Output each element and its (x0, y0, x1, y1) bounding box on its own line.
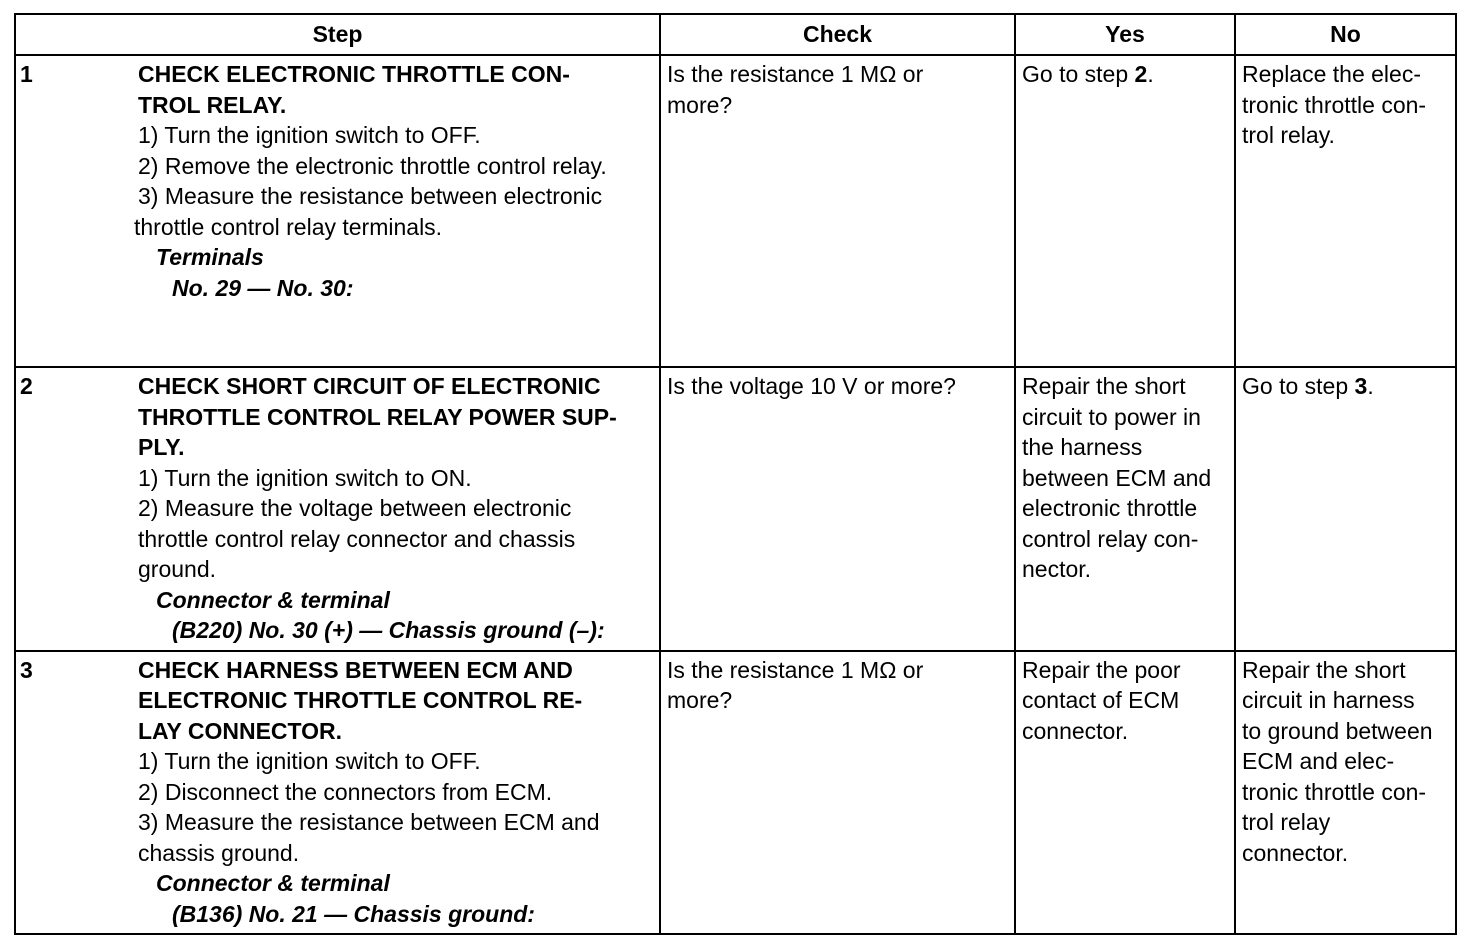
step-title-line: TROL RELAY. (138, 91, 287, 118)
no-cell (1235, 367, 1456, 651)
step-cell (15, 651, 660, 935)
step-title-line: PLY. (138, 434, 185, 460)
step-instruction: 3) Measure the resistance between electronic (138, 183, 603, 209)
step-title-line: THROTTLE CONTROL RELAY POWER SUP- (138, 403, 617, 430)
check-line: Is the voltage 10 V or more? (667, 373, 956, 399)
no-cell (1235, 651, 1456, 935)
no-line: Repair the short (1242, 656, 1406, 683)
step-instruction: throttle control relay connector and chassis (138, 525, 576, 552)
check-line: more? (667, 91, 733, 118)
yes-cell (1015, 651, 1235, 935)
step-instruction: 1) Turn the ignition switch to OFF. (138, 748, 481, 774)
header-yes: Yes (1015, 14, 1235, 55)
measurement-detail: No. 29 — No. 30: (172, 274, 354, 301)
header-step: Step (15, 14, 660, 55)
no-line: ECM and elec- (1242, 748, 1395, 774)
check-line: Is the resistance 1 MΩ or (667, 656, 924, 683)
step-number: 3 (20, 656, 33, 683)
table-row (15, 367, 1456, 651)
diagnostic-table-container (14, 13, 1455, 935)
no-text: Go to step (1242, 373, 1355, 399)
header-check: Check (660, 14, 1015, 55)
step-instruction: 2) Disconnect the connectors from ECM. (138, 778, 553, 805)
diagnostic-table (14, 13, 1457, 935)
step-title-line: CHECK SHORT CIRCUIT OF ELECTRONIC (138, 373, 601, 399)
no-line: trol relay (1242, 809, 1331, 835)
step-cell (15, 55, 660, 367)
header-no: No (1235, 14, 1456, 55)
table-row (15, 651, 1456, 935)
check-line: more? (667, 687, 733, 713)
check-cell (660, 55, 1015, 367)
step-instruction: 3) Measure the resistance between ECM and (138, 809, 600, 835)
check-line: Is the resistance 1 MΩ or (667, 61, 924, 87)
no-line: circuit in harness (1242, 687, 1415, 713)
yes-cell (1015, 55, 1235, 367)
no-line: to ground between (1242, 717, 1433, 744)
yes-line: nector. (1022, 556, 1092, 582)
yes-line: Repair the short (1022, 373, 1186, 399)
step-number: 1 (20, 61, 33, 87)
no-line: Replace the elec- (1242, 61, 1421, 87)
table-row (15, 55, 1456, 367)
yes-line: circuit to power in (1022, 403, 1201, 430)
yes-line: the harness (1022, 434, 1143, 460)
no-line: tronic throttle con- (1242, 778, 1427, 805)
step-instruction: 1) Turn the ignition switch to OFF. (138, 122, 481, 148)
measurement-label: Connector & terminal (156, 870, 390, 896)
yes-line: connector. (1022, 717, 1129, 744)
step-instruction: 2) Measure the voltage between electronic (138, 495, 572, 521)
yes-text: Go to step (1022, 61, 1135, 87)
no-line: tronic throttle con- (1242, 91, 1427, 118)
measurement-label: Terminals (156, 244, 264, 270)
no-cell (1235, 55, 1456, 367)
step-title-line: CHECK HARNESS BETWEEN ECM AND (138, 656, 573, 683)
yes-line: between ECM and (1022, 464, 1212, 491)
yes-line: contact of ECM (1022, 687, 1180, 713)
no-line: connector. (1242, 839, 1349, 866)
yes-cell (1015, 367, 1235, 651)
step-reference: 2 (1134, 61, 1148, 87)
step-number: 2 (20, 373, 33, 399)
yes-suffix: . (1147, 61, 1154, 87)
step-title-line: ELECTRONIC THROTTLE CONTROL RE- (138, 687, 583, 713)
step-title-line: CHECK ELECTRONIC THROTTLE CON- (138, 61, 570, 87)
no-line: trol relay. (1242, 122, 1335, 148)
step-instruction: 2) Remove the electronic throttle control relay. (138, 152, 607, 179)
step-instruction: ground. (138, 556, 217, 582)
no-suffix: . (1367, 373, 1374, 399)
measurement-label: Connector & terminal (156, 586, 390, 613)
measurement-detail: (B220) No. 30 (+) — Chassis ground (–): (172, 617, 605, 643)
step-instruction: chassis ground. (138, 839, 300, 866)
header-row (15, 14, 1456, 55)
step-instruction: throttle control relay terminals. (134, 213, 443, 240)
step-title-line: LAY CONNECTOR. (138, 717, 343, 744)
step-reference: 3 (1354, 373, 1368, 399)
check-cell (660, 651, 1015, 935)
step-instruction: 1) Turn the ignition switch to ON. (138, 464, 472, 491)
yes-line: Repair the poor (1022, 656, 1181, 683)
check-cell (660, 367, 1015, 651)
step-cell (15, 367, 660, 651)
measurement-detail: (B136) No. 21 — Chassis ground: (172, 900, 535, 927)
yes-line: control relay con- (1022, 525, 1199, 552)
yes-line: electronic throttle (1022, 495, 1198, 521)
